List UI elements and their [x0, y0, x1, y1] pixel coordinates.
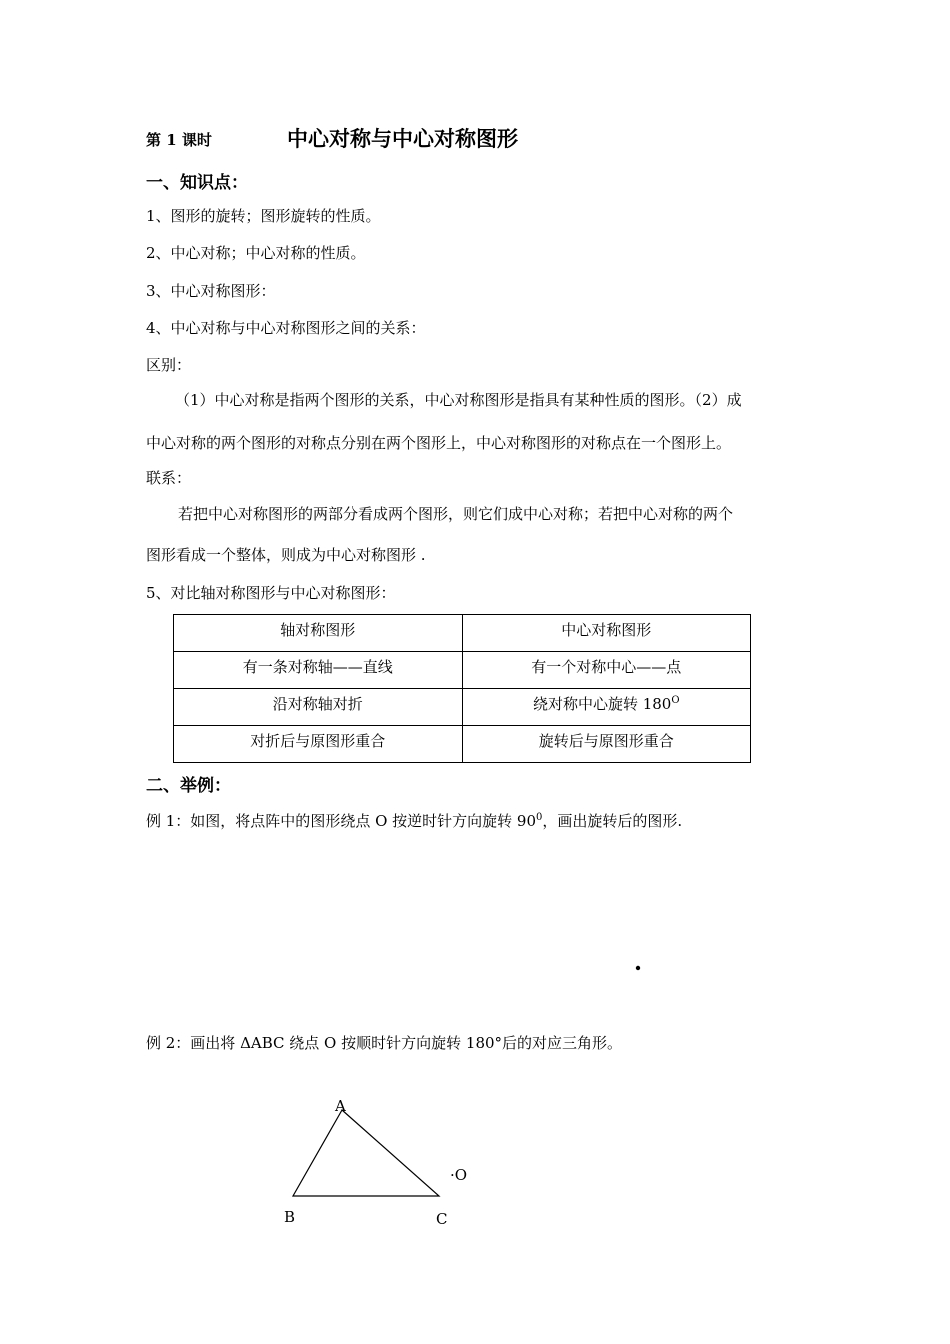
vertex-label-c: C — [436, 1210, 448, 1228]
vertex-label-a: A — [335, 1097, 346, 1115]
table-header-cell: 中心对称图形 — [462, 615, 751, 652]
table-cell: 旋转后与原图形重合 — [462, 726, 751, 763]
degree-superscript: O — [671, 695, 680, 706]
example-1-tail: ，画出旋转后的图形. — [542, 812, 683, 830]
center-point-o: ·O — [450, 1166, 468, 1184]
lesson-number: 第 1 课时 — [146, 131, 212, 149]
section-heading-knowledge: 一、知识点： — [146, 173, 248, 193]
page-title: 中心对称与中心对称图形 — [287, 126, 518, 151]
relation-label: 联系： — [146, 469, 192, 487]
knowledge-item-4: 4、中心对称与中心对称图形之间的关系： — [146, 319, 426, 337]
knowledge-item-2: 2、中心对称；中心对称的性质。 — [146, 244, 366, 262]
knowledge-item-5: 5、对比轴对称图形与中心对称图形： — [146, 584, 396, 602]
difference-line-1: （1）中心对称是指两个图形的关系，中心对称图形是指具有某种性质的图形。（2）成 — [175, 391, 742, 409]
knowledge-item-3: 3、中心对称图形： — [146, 282, 276, 300]
table-cell: 沿对称轴对折 — [174, 689, 463, 726]
example-1-main: 例 1：如图，将点阵中的图形绕点 O 按逆时针方向旋转 90 — [146, 812, 537, 830]
rotation-text: 绕对称中心旋转 180 — [532, 695, 672, 713]
section-heading-examples: 二、举例： — [146, 776, 231, 796]
table-header-cell: 轴对称图形 — [174, 615, 463, 652]
vertex-label-b: B — [284, 1208, 296, 1226]
example-1-superscript: 0 — [536, 812, 543, 823]
table-cell: 有一个对称中心——点 — [462, 652, 751, 689]
table-cell: 对折后与原图形重合 — [174, 726, 463, 763]
example-2-text: 例 2：画出将 ΔABC 绕点 O 按顺时针方向旋转 180°后的对应三角形。 — [146, 1034, 623, 1052]
difference-label: 区别： — [146, 356, 192, 374]
knowledge-item-1: 1、图形的旋转；图形旋转的性质。 — [146, 207, 381, 225]
table-cell: 有一条对称轴——直线 — [174, 652, 463, 689]
relation-line-1: 若把中心对称图形的两部分看成两个图形，则它们成中心对称；若把中心对称的两个 — [178, 505, 734, 523]
relation-line-2: 图形看成一个整体，则成为中心对称图形 . — [146, 546, 426, 564]
triangle-abc — [293, 1110, 439, 1196]
difference-line-2: 中心对称的两个图形的对称点分别在两个图形上，中心对称图形的对称点在一个图形上。 — [146, 434, 732, 452]
